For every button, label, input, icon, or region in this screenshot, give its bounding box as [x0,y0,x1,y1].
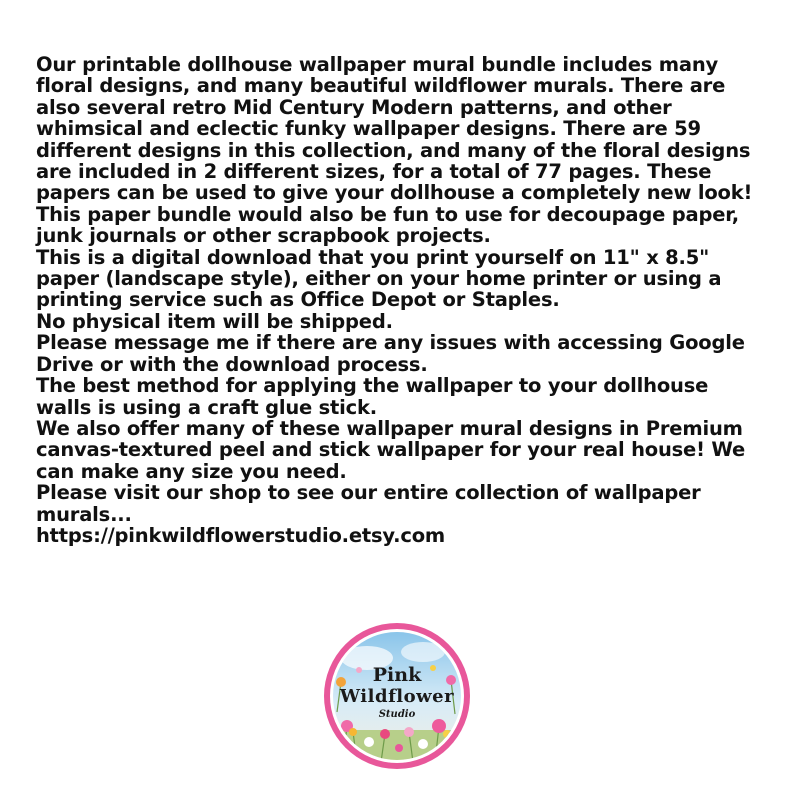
description-text [36,54,766,546]
paragraph-intro: Our printable dollhouse wallpaper mural bundle includes many floral designs, and many beautiful wildflower murals. There are also several retro Mid Century Modern patterns, and other whimsical and eclectic funky wallpaper designs. There are 59 different designs in this collection, and many of the floral designs are included in 2 different sizes, for a total of 77 pages. These papers can be used to give your dollhouse a completely new look! [36,53,753,205]
paragraph-peel-and-stick: We also offer many of these wallpaper mural designs in Premium canvas-textured peel and stick wallpaper for your real house! We can make any size you need. [36,416,746,483]
logo-wordmark [323,622,471,770]
shop-link[interactable]: https://pinkwildflowerstudio.etsy.com [36,523,446,547]
paragraph-decoupage: This paper bundle would also be fun to use for decoupage paper, junk journals or other scrapbook projects. [36,202,739,248]
logo-text-wildflower: Wildflower [339,686,455,707]
paragraph-glue-stick: The best method for applying the wallpaper to your dollhouse walls is using a craft glue stick. [36,374,709,419]
logo-text-studio: Studio [378,709,416,720]
pink-wildflower-studio-logo [323,622,471,770]
logo-text-pink: Pink [372,664,422,686]
paragraph-google-drive: Please message me if there are any issues with accessing Google Drive or with the download process. [36,331,745,376]
paragraph-no-physical-item: No physical item will be shipped. [36,309,393,333]
paragraph-visit-shop: Please visit our shop to see our entire collection of wallpaper murals... [36,481,701,526]
paragraph-digital-download: This is a digital download that you print yourself on 11" x 8.5" paper (landscape style), either on your home printer or using a printing service such as Office Depot or Staples. [36,245,722,312]
